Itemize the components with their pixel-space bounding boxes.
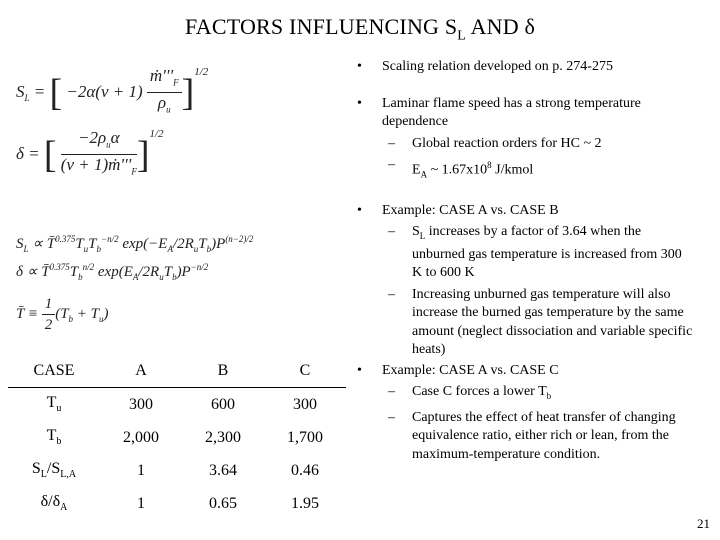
sub-bullet-item: – Captures the effect of heat transfer of changing equivalence ratio, either rich or lean, from the maximum-temperature condition. [388,409,676,462]
bullet-icon: • [357,95,362,111]
row-label-sl-ratio: $S_L/S_{L,A}$ [31,460,77,481]
table-cell: 600 [211,395,235,413]
equation-speed-scaling: $S_L$ ∝ $T̄^{0.375}T_uT_b^{-n/2}$ $\exp(-E_A/2R_uT_b)P^{(n-2)/2}$ [16,234,254,254]
table-cell: 0.65 [209,494,237,512]
row-label-tu: $T_u$ [46,394,62,415]
equation-mean-temperature: T̄ ≡ $\frac{1}{2}$ $(T_b + T_u)$ [16,296,109,333]
sub-bullet-item: – $E_A$ ~ $1.67x10^8$ J/kmol [388,157,534,180]
page-number: 21 [697,516,710,531]
table-cell: 300 [129,395,153,413]
sub-bullet-item: – Global reaction orders for HC ~ 2 [388,135,602,151]
bullet-icon: • [357,362,362,378]
slide-title: FACTORS INFLUENCING $S_L$ AND δ [184,14,536,44]
table-header: CASE [8,354,100,388]
equation-thickness-scaling: $\delta \propto T̄^{0.375}T_b^{n/2}$ $\exp(E_A/2R_uT_b)P^{-n/2}$ [16,262,209,282]
table-row [8,487,346,520]
bullet-list [354,58,694,466]
table-cell: 1,700 [287,428,323,446]
sub-bullet-item: – Increasing unburned gas temperature will also increase the burned gas temperature by the same amount (neglect dissociation and variable specific heats) [388,286,693,358]
bullet-item: • Laminar flame speed has a strong temperature dependence – Global reaction orders for HC ~ 2 – $E_A$ ~ $1.67x10^8$ J/kmol [354,95,694,184]
table-row [8,388,346,422]
table-header: A [100,354,182,388]
table-cell: 3.64 [209,461,237,479]
table-cell: 1 [137,461,145,479]
table-header: B [182,354,264,388]
bullet-item: • Example: CASE A vs. CASE C – Case C forces a lower $T_b$ – Captures the effect of heat transfer of changing equivalence ratio, either rich or lean, from the maximum-temperature condition. [354,362,694,464]
table-cell: 2,300 [205,428,241,446]
bullet-item: • Scaling relation developed on p. 274-275 [354,58,694,77]
equation-flame-speed: $S_L$ = [ −2α(ν + 1) $\frac{ṁ'''_F}{\rho_u}$ ]$^{1/2}$ [16,65,209,115]
table-row [8,454,346,487]
table-row [8,421,346,454]
table-cell: 0.46 [291,461,319,479]
sub-bullet-item: – $S_L$ increases by a factor of 3.64 when the unburned gas temperature is increased from 300 K to 600 K [388,224,682,281]
table-cell: 1.95 [291,494,319,512]
bullet-icon: • [357,59,362,74]
table-cell: 300 [293,395,317,413]
sub-bullet-item: – Case C forces a lower $T_b$ [388,384,552,402]
table-header: C [264,354,346,388]
bullet-item: • Example: CASE A vs. CASE B – $S_L$ increases by a factor of 3.64 when the unburned gas temperature is increased from 300 K to 600 K – Increasing unburned gas temperature will also increase the burned gas temperature by the same amount (neglect dissociation and variable specific heats) [354,202,694,360]
equation-flame-thickness: δ = [ $\frac{-2\rho_u\alpha}{(\nu + 1)ṁ'''_F}$ ]$^{1/2}$ [16,127,164,177]
row-label-delta-ratio: $\delta/\delta_A$ [40,493,68,514]
bullet-icon: • [357,202,362,218]
table-header-row [8,354,346,388]
case-comparison-table [8,354,346,520]
table-cell: 2,000 [123,428,159,446]
row-label-tb: $T_b$ [46,427,62,448]
table-cell: 1 [137,494,145,512]
